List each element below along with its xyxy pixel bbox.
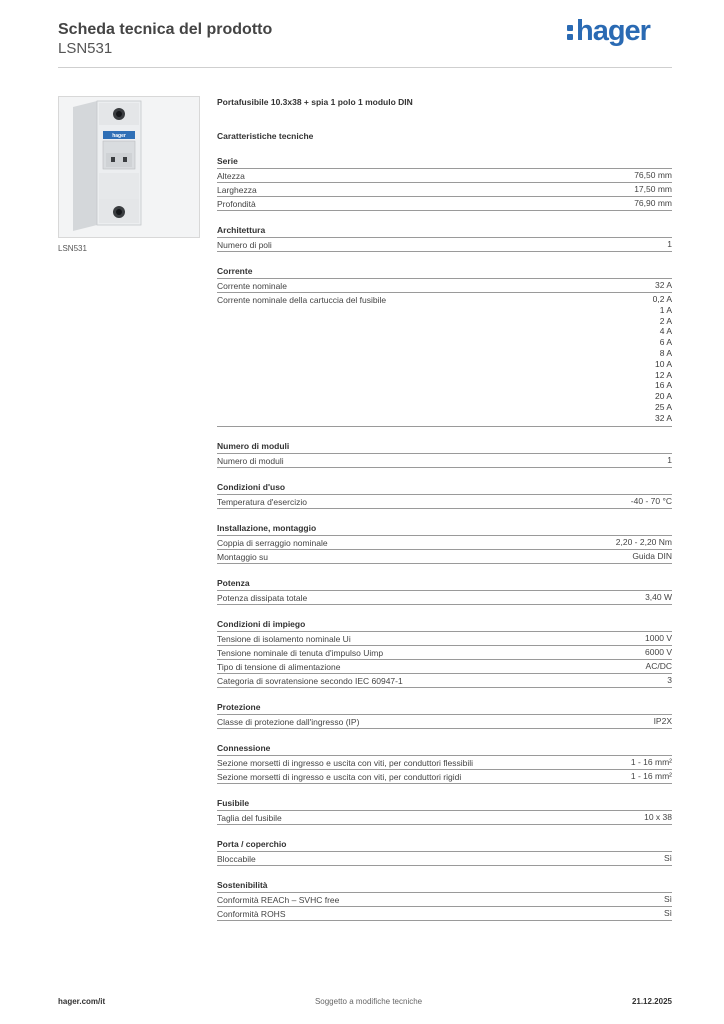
page-footer	[58, 997, 672, 1006]
spec-value: 32 A	[654, 280, 672, 290]
spec-label: Corrente nominale	[217, 281, 287, 291]
spec-value-item: 4 A	[659, 326, 672, 337]
spec-value: 1 - 16 mm²	[630, 770, 672, 781]
spec-value: Sì	[663, 852, 672, 863]
spec-row	[217, 279, 672, 293]
header-divider	[58, 67, 672, 68]
spec-label: Tensione di isolamento nominale Ui	[217, 633, 351, 644]
spec-label: Larghezza	[217, 185, 257, 195]
spec-label: Conformità REACh – SVHC free	[217, 894, 340, 905]
spec-value: Sì	[663, 907, 672, 918]
section-title: Protezione	[217, 701, 672, 715]
page-title: Scheda tecnica del prodotto	[58, 21, 273, 38]
photo-brand-label: hager	[112, 133, 126, 139]
spec-section	[217, 701, 672, 729]
section-title: Potenza	[217, 577, 672, 591]
spec-label: Categoria di sovratensione secondo IEC 60947-1	[217, 675, 403, 686]
spec-section	[217, 742, 672, 784]
spec-value: 17,50 mm	[634, 184, 672, 194]
spec-row	[217, 893, 672, 907]
spec-row	[217, 495, 672, 509]
spec-value-item: 6 A	[659, 337, 672, 348]
section-title: Fusibile	[217, 797, 672, 811]
spec-section	[217, 838, 672, 866]
spec-row	[217, 454, 672, 468]
spec-label: Altezza	[217, 171, 245, 181]
spec-value: 3	[667, 674, 672, 685]
section-title: Corrente	[217, 265, 672, 279]
spec-label: Potenza dissipata totale	[217, 592, 308, 603]
logo-dots-icon	[567, 21, 574, 41]
spec-section	[217, 577, 672, 605]
logo-text: hager	[576, 15, 650, 47]
spec-section	[217, 618, 672, 688]
spec-row	[217, 715, 672, 729]
spec-row	[217, 907, 672, 921]
product-photo	[58, 96, 200, 238]
spec-row	[217, 591, 672, 605]
section-title: Architettura	[217, 224, 672, 238]
spec-label: Tensione nominale di tenuta d'impulso Uimp	[217, 647, 384, 658]
footer-website: hager.com/it	[58, 997, 106, 1006]
spec-value: 10 x 38	[644, 811, 672, 822]
spec-row	[217, 536, 672, 550]
spec-section	[217, 879, 672, 921]
spec-value-item: 0,2 A	[652, 294, 672, 304]
spec-label: Taglia del fusibile	[217, 812, 282, 823]
spec-value-item: 8 A	[659, 347, 672, 358]
spec-label: Numero di poli	[217, 240, 272, 250]
spec-section	[217, 440, 672, 468]
spec-section	[217, 481, 672, 509]
section-title: Installazione, montaggio	[217, 522, 672, 536]
spec-label: Montaggio su	[217, 551, 269, 562]
spec-label: Profondità	[217, 199, 256, 209]
spec-value-item: 16 A	[654, 380, 672, 391]
footer-date: 21.12.2025	[631, 997, 672, 1006]
section-title: Condizioni di impiego	[217, 618, 672, 632]
spec-row	[217, 169, 672, 183]
product-code: LSN531	[58, 40, 113, 57]
section-title: Serie	[217, 155, 672, 169]
section-title: Numero di moduli	[217, 440, 672, 454]
spec-section	[217, 265, 672, 427]
spec-label: Coppia di serraggio nominale	[217, 537, 328, 548]
spec-value: Guida DIN	[632, 550, 672, 561]
spec-row	[217, 197, 672, 211]
spec-row	[217, 293, 672, 427]
spec-value: 6000 V	[645, 646, 672, 657]
spec-value: 1	[667, 239, 672, 249]
spec-value: 76,50 mm	[634, 170, 672, 180]
spec-value	[653, 294, 672, 426]
section-title: Sostenibilità	[217, 879, 672, 893]
spec-label: Sezione morsetti di ingresso e uscita con viti, per conduttori rigidi	[217, 771, 462, 782]
spec-section	[217, 155, 672, 211]
spec-label: Conformità ROHS	[217, 908, 286, 919]
page-header	[58, 20, 272, 58]
spec-label: Tipo di tensione di alimentazione	[217, 661, 341, 672]
spec-value: 1	[667, 454, 672, 465]
fuse-holder-image	[59, 97, 199, 237]
specifications-heading: Caratteristiche tecniche	[217, 131, 314, 141]
spec-row	[217, 756, 672, 770]
spec-value-item: 32 A	[654, 412, 672, 423]
spec-row	[217, 811, 672, 825]
spec-row	[217, 646, 672, 660]
spec-label: Corrente nominale della cartuccia del fusibile	[217, 295, 387, 305]
spec-value: -40 - 70 °C	[630, 495, 672, 506]
spec-row	[217, 238, 672, 252]
spec-label: Classe di protezione dall'ingresso (IP)	[217, 716, 360, 727]
spec-row	[217, 550, 672, 564]
technical-specifications	[217, 96, 672, 921]
spec-value-item: 25 A	[654, 401, 672, 412]
section-title: Connessione	[217, 742, 672, 756]
spec-label: Temperatura d'esercizio	[217, 496, 307, 507]
spec-value: 76,90 mm	[634, 198, 672, 208]
spec-row	[217, 183, 672, 197]
spec-value: Sì	[663, 893, 672, 904]
spec-value: AC/DC	[645, 660, 672, 671]
spec-section	[217, 224, 672, 252]
spec-row	[217, 674, 672, 688]
spec-label: Numero di moduli	[217, 455, 284, 466]
spec-value: 2,20 - 2,20 Nm	[615, 536, 672, 547]
spec-label: Bloccabile	[217, 853, 256, 864]
spec-section	[217, 522, 672, 564]
spec-value: 3,40 W	[645, 591, 672, 602]
spec-value-item: 2 A	[659, 315, 672, 326]
section-title: Condizioni d'uso	[217, 481, 672, 495]
spec-row	[217, 660, 672, 674]
spec-row	[217, 852, 672, 866]
footer-note: Soggetto a modifiche tecniche	[314, 997, 423, 1006]
photo-caption: LSN531	[58, 244, 87, 253]
spec-value-item: 20 A	[654, 391, 672, 402]
spec-row	[217, 770, 672, 784]
spec-value-item: 10 A	[654, 358, 672, 369]
spec-value: 1000 V	[645, 632, 672, 643]
spec-value: IP2X	[653, 715, 672, 726]
product-description: Portafusibile 10.3x38 + spia 1 polo 1 modulo DIN	[217, 97, 413, 107]
hager-logo	[567, 15, 650, 47]
spec-value-item: 12 A	[654, 369, 672, 380]
spec-value: 1 - 16 mm²	[630, 756, 672, 767]
spec-value-item: 1 A	[659, 304, 672, 315]
section-title: Porta / coperchio	[217, 838, 672, 852]
spec-label: Sezione morsetti di ingresso e uscita con viti, per conduttori flessibili	[217, 757, 474, 768]
spec-section	[217, 797, 672, 825]
spec-row	[217, 632, 672, 646]
